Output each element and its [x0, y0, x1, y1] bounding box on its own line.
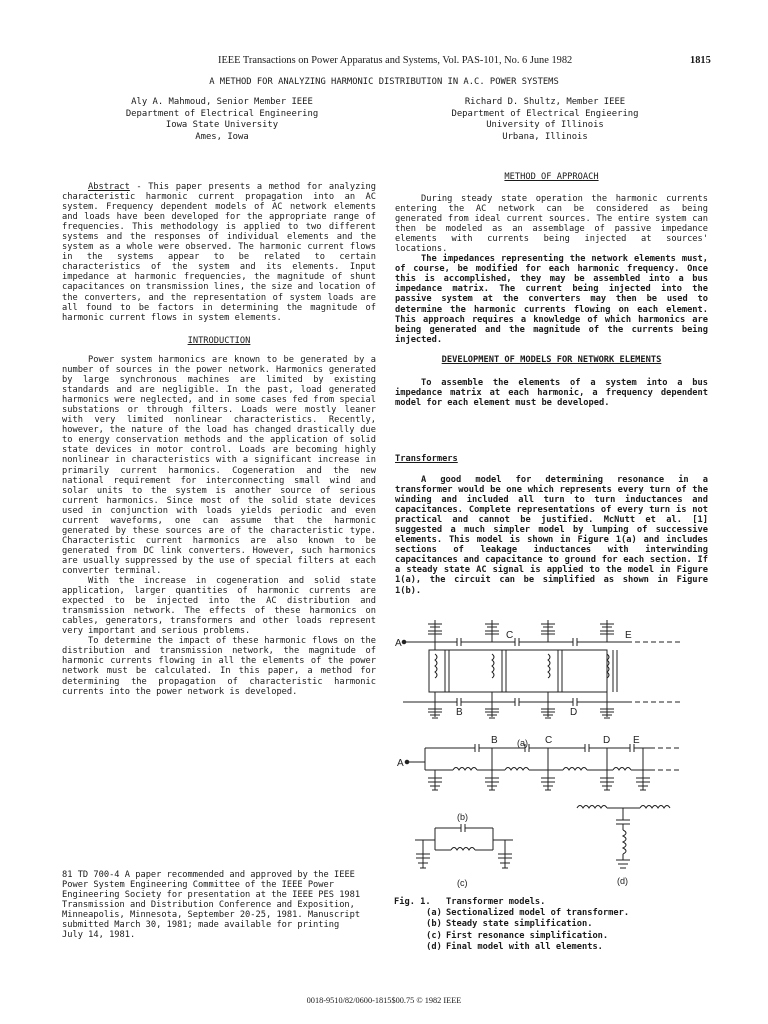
- ground-capacitor: [416, 840, 430, 868]
- caption-title: Transformer models.: [446, 897, 546, 907]
- node-label-b: B: [491, 735, 498, 746]
- page-number: 1815: [690, 55, 711, 66]
- ground-capacitor: [428, 620, 442, 634]
- ground-capacitor: [600, 620, 614, 634]
- paragraph: The impedances representing the network elements must, of course, be modified for each harmonic frequency. Once this is accomplished, they may be assembled into a bus impedance matrix. The current being injected into the passive system at the converters may then be used to determine the harmonic currents flowing on each element. This approach requires a knowledge of which harmonics are being generated and the magnitude of the currents being injected.: [395, 254, 708, 345]
- node-label-a: A: [397, 758, 404, 769]
- ground-capacitor: [485, 702, 499, 718]
- paragraph: Power system harmonics are known to be generated by a number of sources in the power network. Harmonics generated by large synchronous machines are limited by existing standards and are negligible. In the past, load generated harmonics were neglected, and in some cases fed from special substations or through filters. Loads were mostly leaner with very limited nonlinear characteristics. Recently, however, the nature of the load has changed drastically due to energy conservation methods and the application of solid state devices in motor control. Loads are becoming highly nonlinear in characteristics with a significant increase in primarily current harmonics. Cogeneration and the new national requirement for interconnecting small wind and solar units to the system is another source of serious current harmonics. Since most of the solid state devices used in conjunction with loads yields periodic and even current waveforms, one can assume that the harmonic generated by these sources are of the characteristic type. Characteristic current harmonics are also known to be generated from DC link converters. However, such harmonics are usually suppressed by the use of special filters at each converter terminal.: [62, 355, 376, 576]
- author-line: University of Illinois: [486, 120, 604, 131]
- abstract: [62, 182, 376, 323]
- caption-letter: (c): [426, 930, 442, 941]
- caption-item: Steady state simplification.: [446, 919, 593, 930]
- introduction-body: [62, 355, 376, 697]
- footnote: [62, 870, 362, 940]
- transformers-heading: Transformers: [395, 454, 458, 464]
- introduction-heading: INTRODUCTION: [187, 336, 251, 346]
- ground-capacitor: [498, 840, 512, 868]
- ground-capacitor: [541, 702, 555, 718]
- node-label-b: B: [456, 707, 463, 718]
- abstract-label: Abstract: [88, 182, 130, 192]
- caption-item: Final model with all elements.: [446, 941, 603, 952]
- paper-title: A METHOD FOR ANALYZING HARMONIC DISTRIBUTION IN A.C. POWER SYSTEMS: [209, 77, 559, 87]
- method-body: [395, 194, 708, 345]
- node-label-c: C: [545, 735, 553, 746]
- caption-letter: (a): [426, 908, 442, 919]
- paragraph: A good model for determining resonance in a transformer would be one which represents every turn of the winding and included all turn to turn inductances and capacitances. Complete representations of every turn is not practical and cannot be justified. McNutt et al. [1] suggested a much simpler model by lumping of successive elements. This model is shown in Figure 1(a) and includes sections of leakage inductances with interwinding capacitances and capacitance to ground for each section. If a steady state AC signal is applied to the model in Figure 1(a), the circuit can be simplified as shown in Figure 1(b).: [395, 475, 708, 596]
- figure-label-c: (c): [457, 878, 468, 888]
- figure-label-b: (b): [457, 812, 468, 822]
- node-label-c: C: [506, 630, 514, 641]
- author-line: Richard D. Shultz, Member IEEE: [464, 97, 626, 107]
- node-label-e: E: [625, 630, 632, 641]
- ground-capacitor: [636, 770, 650, 790]
- journal-header: IEEE Transactions on Power Apparatus and Systems, Vol. PAS-101, No. 6 June 1982: [218, 55, 573, 66]
- node-label-d: D: [603, 735, 611, 746]
- ground-capacitor: [485, 770, 499, 790]
- ground-capacitor: [428, 702, 442, 718]
- caption-fig: Fig. 1.: [394, 897, 431, 907]
- author-line: Aly A. Mahmoud, Senior Member IEEE: [131, 97, 313, 107]
- node-label-e: E: [633, 735, 640, 746]
- caption-item: Sectionalized model of transformer.: [446, 908, 630, 919]
- node-label-d: D: [570, 707, 578, 718]
- circuit-b: [405, 744, 680, 790]
- figure-label-a: (a): [517, 738, 528, 748]
- copyright-line: 0018-9510/82/0600-1815$00.75 © 1982 IEEE: [306, 996, 462, 1005]
- development-heading: DEVELOPMENT OF MODELS FOR NETWORK ELEMENTS: [441, 355, 662, 365]
- author-line: Ames, Iowa: [195, 131, 249, 142]
- transformers-body: [395, 475, 708, 596]
- figure-label-d: (d): [617, 876, 628, 886]
- method-heading: METHOD OF APPROACH: [504, 172, 599, 182]
- paragraph: To determine the impact of these harmonic flows on the distribution and transmission network, the magnitude of harmonic currents flowing in all the elements of the power network must be calculated. In this paper, a method for determining the propagation of characteristic harmonic currents into the power network is developed.: [62, 636, 376, 697]
- circuit-a: [402, 620, 680, 718]
- footnote-text: A paper recommended and approved by the IEEE Power System Engineering Committee of the IEEE Power Engineering Society for presentation at the IEEE PES 1981 Transmission and Distribution Conference and Exposition, Minneapolis, Minnesota, September 20-25, 1981. Manuscript submitted March 30, 1981; made available for printing July 14, 1981.: [62, 870, 361, 941]
- circuit-d: [577, 806, 670, 869]
- ground-capacitor: [600, 770, 614, 790]
- abstract-text: - This paper presents a method for analyzing characteristic harmonic current propagation into an AC system. Frequency dependent models of AC network elements and loads have been developed for the appropriate range of frequencies. This methodology is applied to two different systems and the responses of individual elements and the system as a whole were observed. The harmonic current flows in the systems appear to be related to certain characteristics of the system and its elements. Input impedance at harmonic frequencies, the magnitude of shunt capacitances on transmission lines, the size and location of the converters, and the representation of system loads are all found to be factors in determining the magnitude of harmonic current flows in system elements.: [62, 182, 376, 323]
- author-line: Iowa State University: [165, 120, 279, 131]
- footnote-code: 81 TD 700-4: [62, 870, 120, 880]
- author-block-left: [92, 97, 352, 143]
- ground-capacitor: [428, 770, 442, 790]
- ground-capacitor: [485, 620, 499, 634]
- circuit-c: [415, 824, 513, 868]
- paragraph: During steady state operation the harmonic currents entering the AC network can be considered as being generated from ideal current sources. The entire system can then be modeled as an assemblage of passive impedance elements with currents being injected at sources' locations.: [395, 194, 708, 255]
- caption-item: First resonance simplification.: [446, 930, 609, 941]
- paragraph: With the increase in cogeneration and solid state application, larger quantities of harmonic currents are expected to be injected into the AC distribution and transmission network. The effects of these harmonics on cables, generators, transformers and other loads represent very important and serious problems.: [62, 576, 376, 637]
- author-block-right: [415, 97, 675, 143]
- caption-letter: (b): [426, 919, 442, 930]
- node-label-a: A: [395, 638, 402, 649]
- development-body: [395, 378, 708, 408]
- author-line: Urbana, Illinois: [502, 131, 588, 142]
- ground-capacitor: [600, 702, 614, 718]
- ground-capacitor: [541, 770, 555, 790]
- author-line: Department of Electrical Engineering: [125, 108, 319, 119]
- ground-capacitor: [541, 620, 555, 634]
- paragraph: To assemble the elements of a system into a bus impedance matrix at each harmonic, a frequency dependent model for each element must be developed.: [395, 378, 708, 409]
- figure-caption: [394, 897, 629, 953]
- author-line: Department of Electrical Engieering: [451, 108, 639, 119]
- caption-letter: (d): [426, 941, 442, 952]
- figure-1-circuits: [395, 612, 715, 897]
